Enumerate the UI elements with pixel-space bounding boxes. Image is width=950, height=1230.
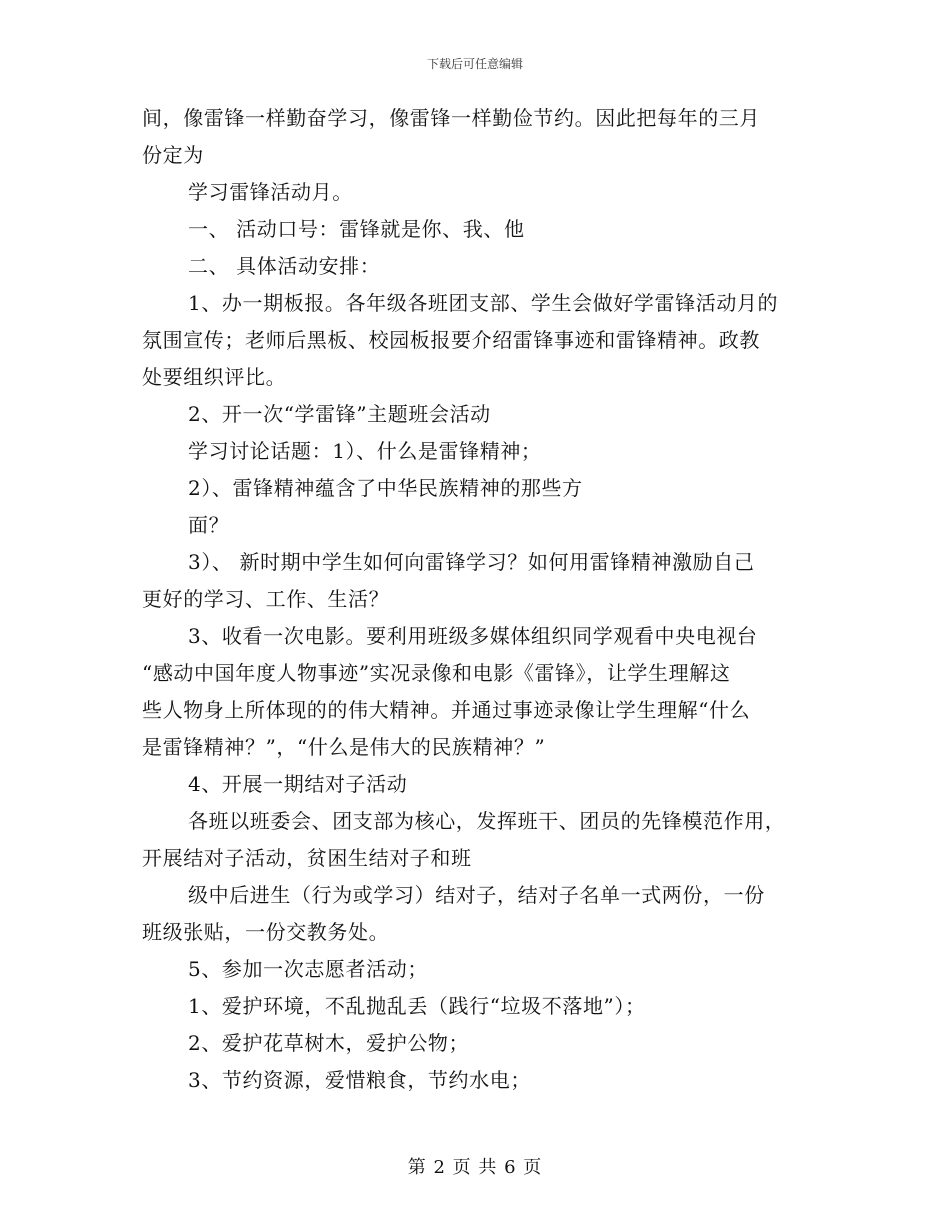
page-number: 第 2 页 共 6 页 <box>407 1157 543 1178</box>
body-line: 班级张贴，一份交教务处。 <box>142 920 390 944</box>
body-line: 面？ <box>188 513 230 537</box>
body-line: 1、办一期板报。各年级各班团支部、学生会做好学雷锋活动月的 <box>188 291 779 315</box>
body-line: 份定为 <box>142 143 204 167</box>
body-line: 处要组织评比。 <box>142 365 287 389</box>
body-line: 3、收看一次电影。要利用班级多媒体组织同学观看中央电视台 <box>188 624 758 648</box>
body-line: 二、 具体活动安排： <box>188 254 381 278</box>
body-line: 级中后进生（行为或学习）结对子，结对子名单一式两份，一份 <box>188 883 765 907</box>
body-line: 1、爱护环境，不乱抛乱丢（践行“垃圾不落地”）； <box>188 994 646 1018</box>
body-line: 学习讨论话题：1）、什么是雷锋精神； <box>188 439 542 463</box>
body-line: 各班以班委会、团支部为核心，发挥班干、团员的先锋模范作用， <box>188 809 786 833</box>
body-line: 3）、 新时期中学生如何向雷锋学习？如何用雷锋精神激励自己 <box>188 550 755 574</box>
body-line: 2、开一次“学雷锋”主题班会活动 <box>188 402 491 426</box>
body-line: 些人物身上所体现的的伟大精神。并通过事迹录像让学生理解“什么 <box>142 698 751 722</box>
body-line: 氛围宣传；老师后黑板、校园板报要介绍雷锋事迹和雷锋精神。政教 <box>142 328 760 352</box>
body-line: “感动中国年度人物事迹”实况录像和电影《雷锋》，让学生理解这 <box>142 661 731 685</box>
body-line: 4、开展一期结对子活动 <box>188 772 408 796</box>
body-line: 是雷锋精神？”，“什么是伟大的民族精神？” <box>142 735 546 759</box>
body-line: 更好的学习、工作、生活？ <box>142 587 390 611</box>
body-line: 2、爱护花草树木，爱护公物； <box>188 1031 470 1055</box>
body-line: 2）、雷锋精神蕴含了中华民族精神的那些方 <box>188 476 583 500</box>
document-body <box>142 100 822 1099</box>
body-line: 5、参加一次志愿者活动； <box>188 957 428 981</box>
body-line: 一、 活动口号：雷锋就是你、我、他 <box>188 217 525 241</box>
body-line: 间，像雷锋一样勤奋学习，像雷锋一样勤俭节约。因此把每年的三月 <box>142 106 760 130</box>
body-line: 学习雷锋活动月。 <box>188 180 353 204</box>
body-line: 3、节约资源，爱惜粮食，节约水电； <box>188 1068 531 1092</box>
body-line: 开展结对子活动，贫困生结对子和班 <box>142 846 472 870</box>
page-header-note: 下载后可任意编辑 <box>426 57 523 71</box>
